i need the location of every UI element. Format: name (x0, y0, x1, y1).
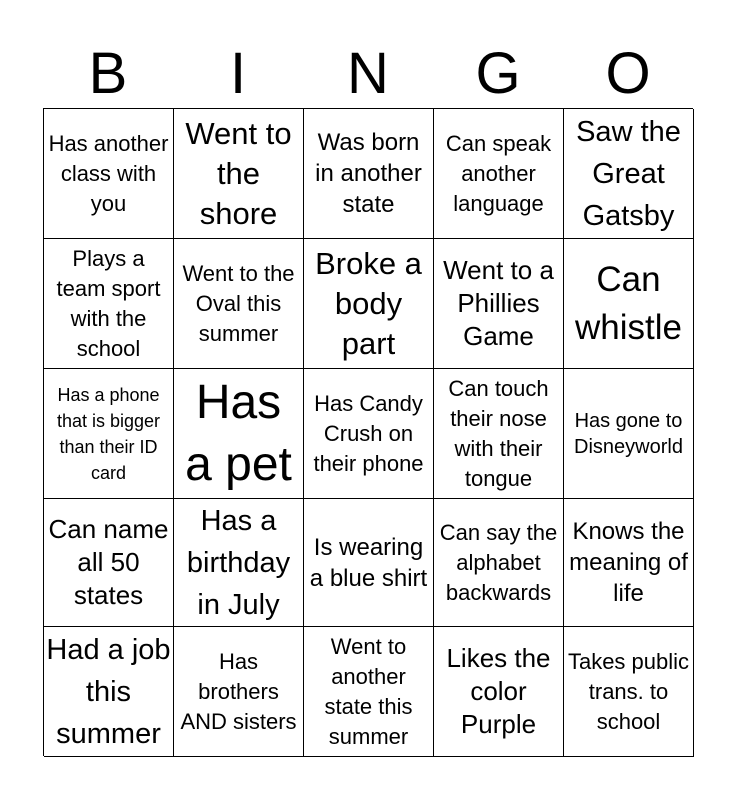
bingo-cell: Went to another state this summer (304, 627, 434, 757)
bingo-cell: Has gone to Disneyworld (564, 369, 694, 499)
bingo-cell: Can whistle (564, 239, 694, 369)
bingo-cell: Is wearing a blue shirt (304, 499, 434, 627)
bingo-cell: Knows the meaning of life (564, 499, 694, 627)
bingo-cell: Has a phone that is bigger than their ID card (44, 369, 174, 499)
bingo-cell: Has Candy Crush on their phone (304, 369, 434, 499)
bingo-cell: Takes public trans. to school (564, 627, 694, 757)
bingo-cell: Can name all 50 states (44, 499, 174, 627)
bingo-cell: Went to a Phillies Game (434, 239, 564, 369)
header-letter-n: N (347, 41, 389, 106)
header-letter-o: O (605, 41, 651, 106)
header-letter-i: I (229, 41, 247, 106)
bingo-cell: Was born in another state (304, 109, 434, 239)
bingo-cell: Plays a team sport with the school (44, 239, 174, 369)
bingo-cell: Has a birthday in July (174, 499, 304, 627)
header-letter-g: G (475, 41, 521, 106)
bingo-cell: Had a job this summer (44, 627, 174, 757)
bingo-cell: Has brothers AND sisters (174, 627, 304, 757)
bingo-cell: Can speak another language (434, 109, 564, 239)
bingo-cell: Broke a body part (304, 239, 434, 369)
bingo-cell: Can touch their nose with their tongue (434, 369, 564, 499)
bingo-cell: Has a pet (174, 369, 304, 499)
bingo-grid (43, 108, 693, 756)
bingo-cell: Likes the color Purple (434, 627, 564, 757)
bingo-header (43, 40, 693, 108)
header-letter-b: B (88, 41, 128, 106)
bingo-cell: Can say the alphabet backwards (434, 499, 564, 627)
bingo-cell: Went to the shore (174, 109, 304, 239)
bingo-cell: Went to the Oval this summer (174, 239, 304, 369)
bingo-cell: Has another class with you (44, 109, 174, 239)
bingo-cell: Saw the Great Gatsby (564, 109, 694, 239)
